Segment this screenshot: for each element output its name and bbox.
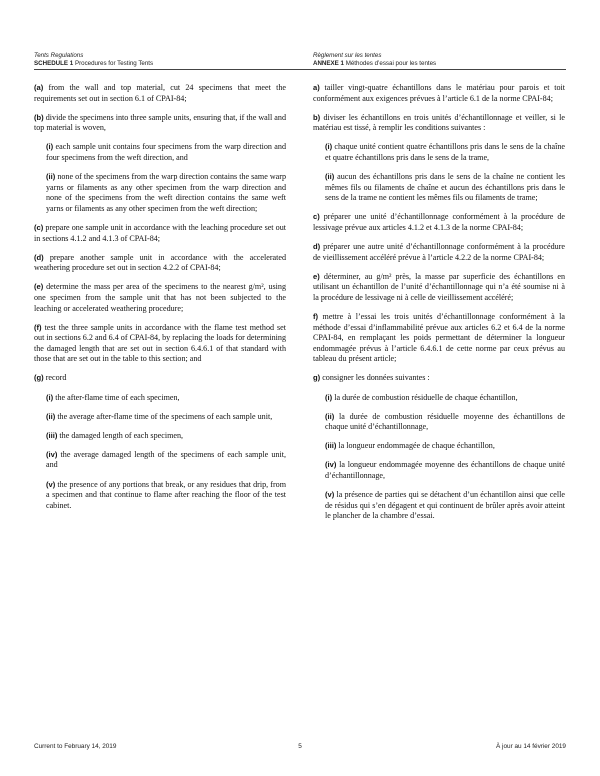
header-schedule-fr: ANNEXE 1 bbox=[313, 59, 344, 67]
header-subtitle-fr: Méthodes d’essai pour les tentes bbox=[345, 59, 437, 67]
paragraph bbox=[46, 412, 286, 423]
paragraph bbox=[46, 393, 286, 404]
paragraph-text: from the wall and top material, cut 24 specimens that meet the requirements set out in section 6.1 of CPAI-84; bbox=[34, 83, 286, 103]
paragraph-text: prepare another sample unit in accordance with the accelerated weathering procedure set out in section 4.2.2 of CPAI-84; bbox=[34, 252, 286, 273]
paragraph-label: (iv) bbox=[46, 449, 58, 459]
paragraph-label: d) bbox=[313, 242, 321, 252]
paragraph bbox=[325, 412, 565, 433]
paragraph-text: prepare one sample unit in accordance with the leaching procedure set out in sections 4.1.2 and 4.1.3 of CPAI-84; bbox=[34, 222, 286, 243]
paragraph bbox=[325, 460, 565, 481]
paragraph bbox=[34, 282, 286, 314]
paragraph bbox=[325, 441, 565, 452]
paragraph-text: the presence of any portions that break, or any residues that drip, from a specimen and that continue to flame after reaching the floor of the test cabinet. bbox=[46, 479, 286, 510]
paragraph-label: (iv) bbox=[325, 460, 337, 470]
paragraph-label: c) bbox=[313, 212, 320, 222]
paragraph bbox=[34, 83, 286, 104]
paragraph bbox=[46, 172, 286, 214]
paragraph-label: (d) bbox=[34, 252, 44, 262]
paragraph bbox=[325, 393, 565, 404]
paragraph-text: consigner les données suivantes : bbox=[322, 373, 430, 383]
french-column bbox=[313, 83, 565, 530]
paragraph-text: the after-flame time of each specimen, bbox=[55, 392, 180, 402]
english-column bbox=[34, 83, 286, 520]
paragraph-label: (e) bbox=[34, 282, 44, 292]
header-english bbox=[34, 52, 153, 67]
paragraph bbox=[34, 223, 286, 244]
paragraph-label: (ii) bbox=[325, 411, 335, 421]
paragraph-text: none of the specimens from the warp direction contains the same warp yarns or filaments as any other specimen from the warp direction and none of the specimens from the weft direction contains the same weft yarns or filaments as any other specimen from the weft direction; bbox=[46, 172, 287, 213]
paragraph-label: (v) bbox=[325, 490, 335, 500]
paragraph-text: chaque unité contient quatre échantillons pris dans le sens de la chaîne et quatre échantillons pris dans le sens de la trame, bbox=[325, 142, 565, 162]
paragraph bbox=[313, 373, 565, 384]
paragraph-text: la longueur endommagée de chaque échantillon, bbox=[338, 441, 495, 451]
paragraph-label: (ii) bbox=[46, 411, 56, 421]
paragraph-label: (c) bbox=[34, 222, 44, 232]
paragraph-text: la durée de combustion résiduelle moyenne des échantillons de chaque unité d’échantillonnage, bbox=[325, 411, 565, 432]
paragraph-text: record bbox=[45, 373, 67, 383]
paragraph bbox=[46, 142, 286, 163]
paragraph-text: test the three sample units in accordance with the flame test method set out in sections 6.2 and 6.4 of CPAI-84, by replacing the loads for determining the damaged length that are set out in section 6.4.6.1 of that standard with those that are set out in the table to this section; and bbox=[34, 322, 286, 364]
paragraph bbox=[34, 113, 286, 134]
header-schedule-line-fr bbox=[313, 60, 436, 68]
paragraph-label: (i) bbox=[46, 392, 54, 402]
paragraph-label: (iii) bbox=[46, 430, 58, 440]
paragraph-text: préparer une autre unité d’échantillonnage conformément à la procédure de vieillissement accéléré prévue à l’article 4.2.2 de la norme CPAI-84; bbox=[313, 242, 565, 262]
paragraph bbox=[46, 450, 286, 471]
paragraph bbox=[313, 212, 565, 233]
header-french bbox=[313, 52, 436, 67]
paragraph-text: aucun des échantillons pris dans le sens de la chaîne ne contient les mêmes fils ou filaments de chaîne et aucun des échantillons pris dans le sens de la trame ne contient les mêmes fils ou filaments de trame; bbox=[325, 172, 565, 203]
paragraph-text: the average damaged length of the specimens of each sample unit, and bbox=[46, 449, 286, 470]
paragraph-text: determine the mass per area of the specimens to the nearest g/m², using one specimen from the sample unit that has not been subjected to the leaching or accelerated weathering procedure; bbox=[34, 282, 286, 313]
paragraph-label: (a) bbox=[34, 83, 44, 92]
paragraph bbox=[313, 312, 565, 365]
header-schedule: SCHEDULE 1 bbox=[34, 59, 74, 67]
paragraph-text: divide the specimens into three sample units, ensuring that, if the wall and top material is woven, bbox=[34, 112, 286, 133]
paragraph-label: (v) bbox=[46, 479, 56, 489]
paragraph-label: (i) bbox=[325, 142, 333, 152]
paragraph bbox=[325, 142, 565, 163]
paragraph-label: (ii) bbox=[46, 172, 56, 182]
paragraph bbox=[325, 490, 565, 522]
header-title: Tents Regulations bbox=[34, 52, 84, 59]
paragraph-text: each sample unit contains four specimens from the warp direction and four specimens from the weft direction, and bbox=[46, 142, 286, 162]
paragraph-label: a) bbox=[313, 83, 320, 92]
footer-currency-date: Current to February 14, 2019 bbox=[34, 743, 117, 750]
paragraph-text: mettre à l’essai les trois unités d’échantillonnage conformément à la méthode d’essai d’inflammabilité prévue aux articles 6.2 et 6.4 de la norme CPAI-84, en remplaçant les poids permettant de déterminer la longueur endommagée prévus à l’article 6.4.6.1 de cette norme par ceux prévus au tableau du présent article; bbox=[313, 312, 565, 364]
paragraph bbox=[46, 431, 286, 442]
header-title-fr: Règlement sur les tentes bbox=[313, 52, 382, 59]
paragraph-text: the average after-flame time of the specimens of each sample unit, bbox=[57, 411, 273, 421]
paragraph-label: (ii) bbox=[325, 172, 335, 182]
paragraph-label: (i) bbox=[325, 392, 333, 402]
paragraph bbox=[34, 323, 286, 365]
paragraph-label: b) bbox=[313, 112, 321, 122]
header-subtitle: Procedures for Testing Tents bbox=[74, 59, 154, 67]
paragraph bbox=[313, 113, 565, 134]
paragraph-label: (i) bbox=[46, 142, 54, 152]
paragraph bbox=[325, 172, 565, 204]
page-number: 5 bbox=[298, 743, 302, 750]
paragraph-text: déterminer, au g/m² près, la masse par superficie des échantillons en utilisant un échantillon de l’unité d’échantillonnage qui n’a été soumise ni à la procédure de lessivage ni à celle de vieillissement accéléré; bbox=[313, 271, 565, 302]
paragraph bbox=[313, 272, 565, 304]
paragraph-label: (iii) bbox=[325, 441, 337, 451]
paragraph bbox=[313, 83, 565, 104]
paragraph-text: diviser les échantillons en trois unités d’échantillonnage et veiller, si le matériau est tissé, à remplir les conditions suivantes : bbox=[313, 112, 565, 133]
paragraph bbox=[46, 480, 286, 512]
header-divider bbox=[34, 69, 566, 70]
paragraph-label: g) bbox=[313, 373, 321, 383]
header-schedule-line bbox=[34, 60, 153, 68]
paragraph-label: f) bbox=[313, 312, 319, 321]
paragraph-label: e) bbox=[313, 271, 320, 281]
paragraph-text: préparer une unité d’échantillonnage conformément à la procédure de lessivage prévue aux articles 4.1.2 et 4.1.3 de la norme CPAI-84; bbox=[313, 212, 565, 232]
paragraph-text: la présence de parties qui se détachent d’un échantillon ainsi que celle de résidus qui s’en dégagent et qui continuent de brûler après avoir atteint le plancher de la chambre d’essai. bbox=[325, 490, 565, 521]
paragraph-text: la longueur endommagée moyenne des échantillons de chaque unité d’échantillonnage, bbox=[325, 460, 565, 481]
paragraph bbox=[34, 253, 286, 274]
paragraph bbox=[34, 373, 286, 384]
footer-currency-date-fr: À jour au 14 février 2019 bbox=[496, 743, 566, 750]
paragraph-label: (b) bbox=[34, 112, 44, 122]
paragraph-text: the damaged length of each specimen, bbox=[59, 430, 184, 440]
paragraph bbox=[313, 242, 565, 263]
paragraph-text: la durée de combustion résiduelle de chaque échantillon, bbox=[334, 392, 518, 402]
paragraph-label: (g) bbox=[34, 373, 44, 383]
paragraph-text: tailler vingt-quatre échantillons dans le matériau pour parois et toit conformément aux exigences prévues à l’article 6.1 de la norme CPAI-84; bbox=[313, 83, 565, 103]
paragraph-label: (f) bbox=[34, 322, 42, 332]
